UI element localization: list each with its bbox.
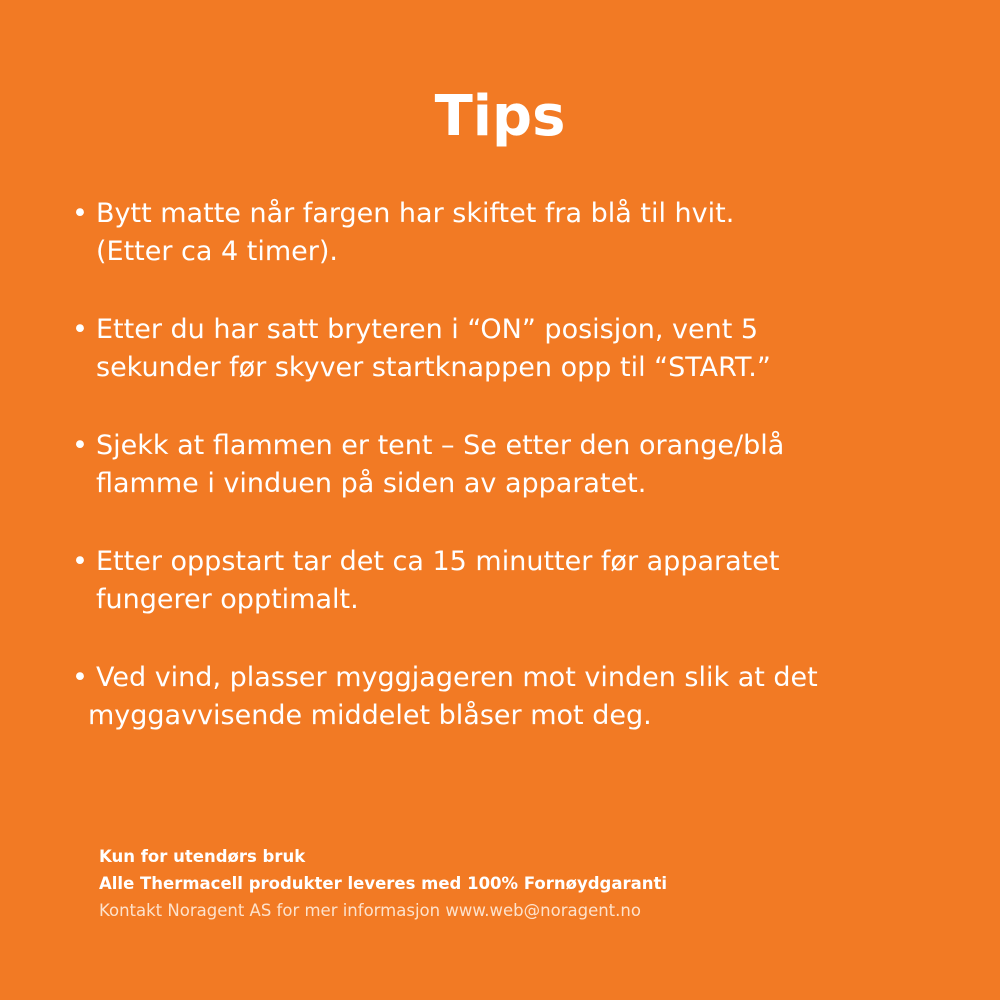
list-item [72, 659, 972, 735]
page-title: Tips [434, 84, 566, 149]
list-item [72, 311, 972, 387]
footer-contact: Kontakt Noragent AS for mer informasjon www.web@noragent.no [99, 901, 641, 920]
list-item [72, 543, 972, 619]
list-item [72, 427, 972, 503]
list-item [72, 195, 972, 271]
bullet-icon: • [72, 662, 88, 693]
tip-line: fungerer opptimalt. [96, 584, 359, 615]
tip-line: (Etter ca 4 timer). [96, 236, 339, 267]
tip-line: Ved vind, plasser myggjageren mot vinden slik at det [96, 662, 818, 693]
tip-line: Etter du har satt bryteren i “ON” posisjon, vent 5 [96, 314, 759, 345]
bullet-icon: • [72, 314, 88, 345]
tip-line: sekunder før skyver startknappen opp til “START.” [96, 352, 771, 383]
tip-line: Etter oppstart tar det ca 15 minutter før apparatet [96, 546, 780, 577]
tip-line: flamme i vinduen på siden av apparatet. [96, 468, 647, 499]
tip-line: myggavvisende middelet blåser mot deg. [88, 700, 652, 731]
bullet-icon: • [72, 430, 88, 461]
bullet-icon: • [72, 546, 88, 577]
bullet-icon: • [72, 198, 88, 229]
footer-guarantee-note: Alle Thermacell produkter leveres med 100% Fornøydgaranti [99, 874, 668, 893]
tip-line: Bytt matte når fargen har skiftet fra blå til hvit. [96, 198, 735, 229]
footer [99, 843, 959, 924]
tip-line: Sjekk at flammen er tent – Se etter den orange/blå [96, 430, 785, 461]
tips-list [72, 195, 972, 775]
footer-outdoor-note: Kun for utendørs bruk [99, 847, 306, 866]
